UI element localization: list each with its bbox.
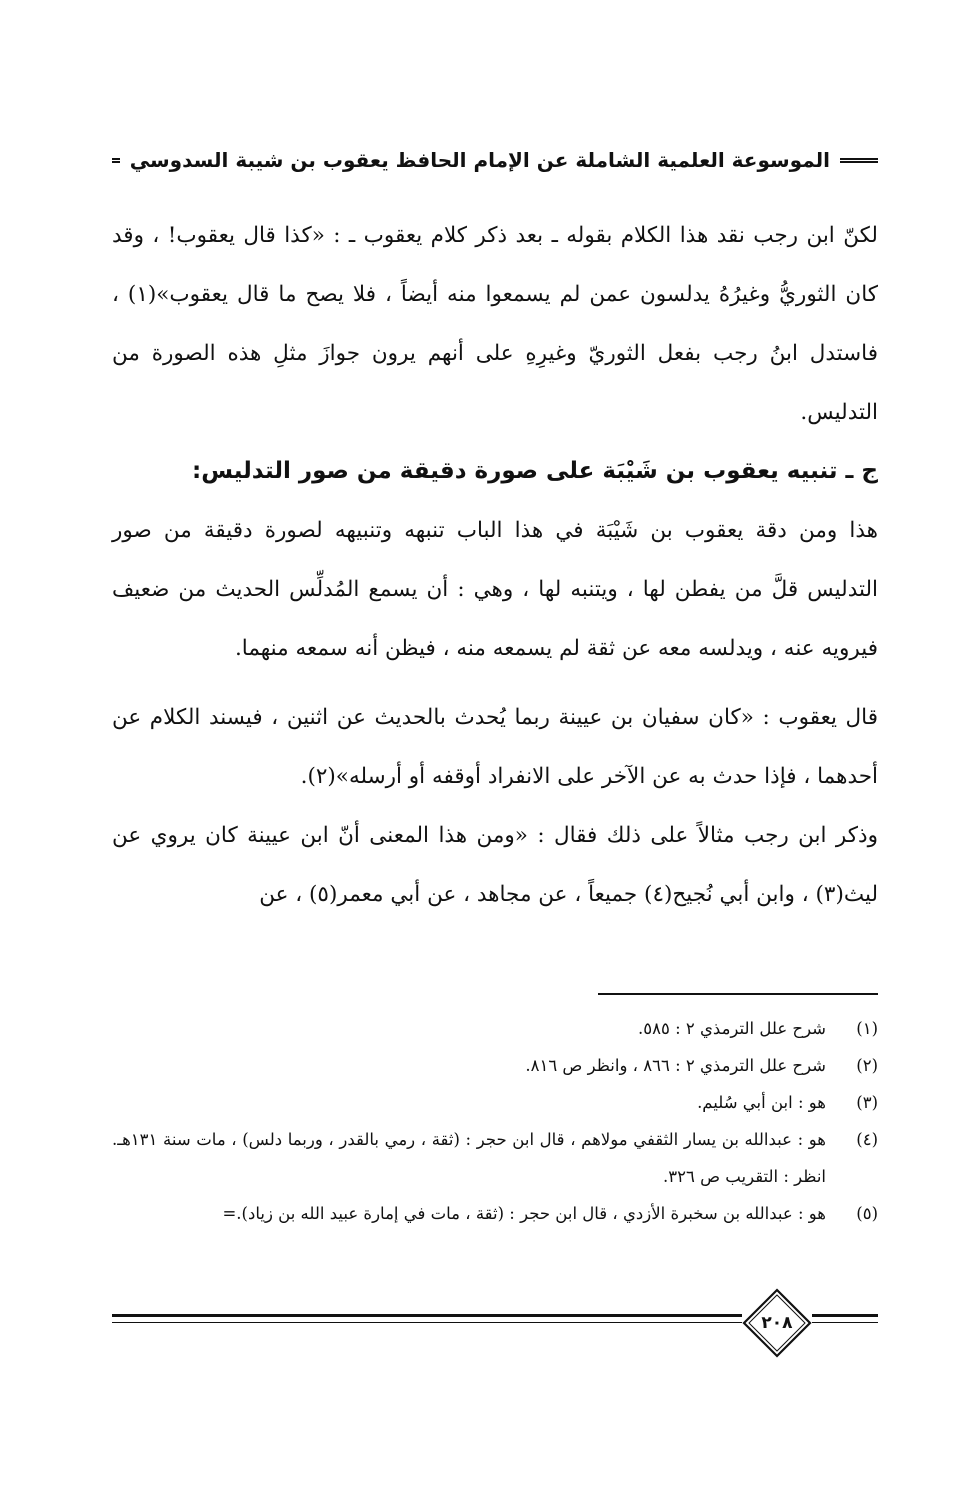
header-rule-right [840, 158, 878, 163]
footnotes [112, 1010, 878, 1232]
paragraph-3: قال يعقوب : «كان سفيان بن عيينة ربما يُحدث بالحديث عن اثنين ، فيسند الكلام عن أحدهما ، فإذا حدث به عن الآخر على الانفراد أوقفه أو أرسله»(٢). [112, 705, 878, 789]
footnote-text: شرح علل الترمذي ٢ : ٨٦٦ ، وانظر ص ٨١٦. [525, 1056, 826, 1075]
page-number-badge [742, 1288, 812, 1358]
main-text [112, 206, 878, 924]
footnote-text: هو : ابن أبي سُليم. [697, 1093, 826, 1112]
footnote-item [112, 1195, 878, 1232]
footnote-number: (٢) [856, 1056, 878, 1075]
section-heading: ج ـ تنبيه يعقوب بن شَيْبَة على صورة دقيقة من صور التدليس: [192, 458, 878, 484]
footnote-separator [598, 993, 878, 995]
footnote-number: (٣) [856, 1093, 878, 1112]
page-number: ٢٠٨ [761, 1313, 793, 1333]
page-footer [112, 1288, 878, 1358]
footnote-text: هو : عبدالله بن سخبرة الأزدي ، قال ابن حجر : (ثقة ، مات في إمارة عبيد الله بن زياد).= [222, 1204, 826, 1223]
footnote-item [112, 1121, 878, 1195]
running-header-title: الموسوعة العلمية الشاملة عن الإمام الحافظ يعقوب بن شيبة السدوسي [129, 148, 830, 172]
footnote-number: (٥) [856, 1204, 878, 1223]
paragraph-1: لكنّ ابن رجب نقد هذا الكلام بقوله ـ بعد ذكر كلام يعقوب ـ : «كذا قال يعقوب! ، وقد كان الثوريُّ وغيرُهُ يدلسون عمن لم يسمعوا منه أيضاً ، فلا يصح ما قال يعقوب»(١) ، فاستدل ابنُ رجب بفعل الثوريّ وغيرِهِ على أنهم يرون جوازَ مثلِ هذه الصورة من التدليس. [112, 223, 878, 425]
footnote-text: شرح علل الترمذي ٢ : ٥٨٥. [637, 1019, 826, 1038]
paragraph-2: هذا ومن دقة يعقوب بن شَيْبَة في هذا الباب تنبهه وتنبيهه لصورة دقيقة من صور التدليس قلَّ من يفطن لها ، ويتنبه لها ، وهي : أن يسمع المُدلِّس الحديث من ضعيف فيرويه عنه ، ويدلسه معه عن ثقة لم يسمعه منه ، فيظن أنه سمعه منهما. [112, 518, 878, 661]
header-rule-left [112, 158, 120, 163]
footnote-number: (١) [856, 1019, 878, 1038]
footnote-number: (٤) [856, 1130, 878, 1149]
running-header [112, 140, 878, 180]
footnote-item [112, 1047, 878, 1084]
paragraph-4: وذكر ابن رجب مثالاً على ذلك فقال : «ومن هذا المعنى أنّ ابن عيينة كان يروي عن ليث(٣) ، وابن أبي نُجيح(٤) جميعاً ، عن مجاهد ، عن أبي معمر(٥) ، عن [112, 823, 878, 907]
footnote-item [112, 1084, 878, 1121]
footnote-item [112, 1010, 878, 1047]
footnote-text: هو : عبدالله بن يسار الثقفي مولاهم ، قال ابن حجر : (ثقة ، رمي بالقدر ، وربما دلس) ، مات سنة ١٣١هـ. انظر : التقريب ص ٣٢٦. [112, 1130, 826, 1186]
